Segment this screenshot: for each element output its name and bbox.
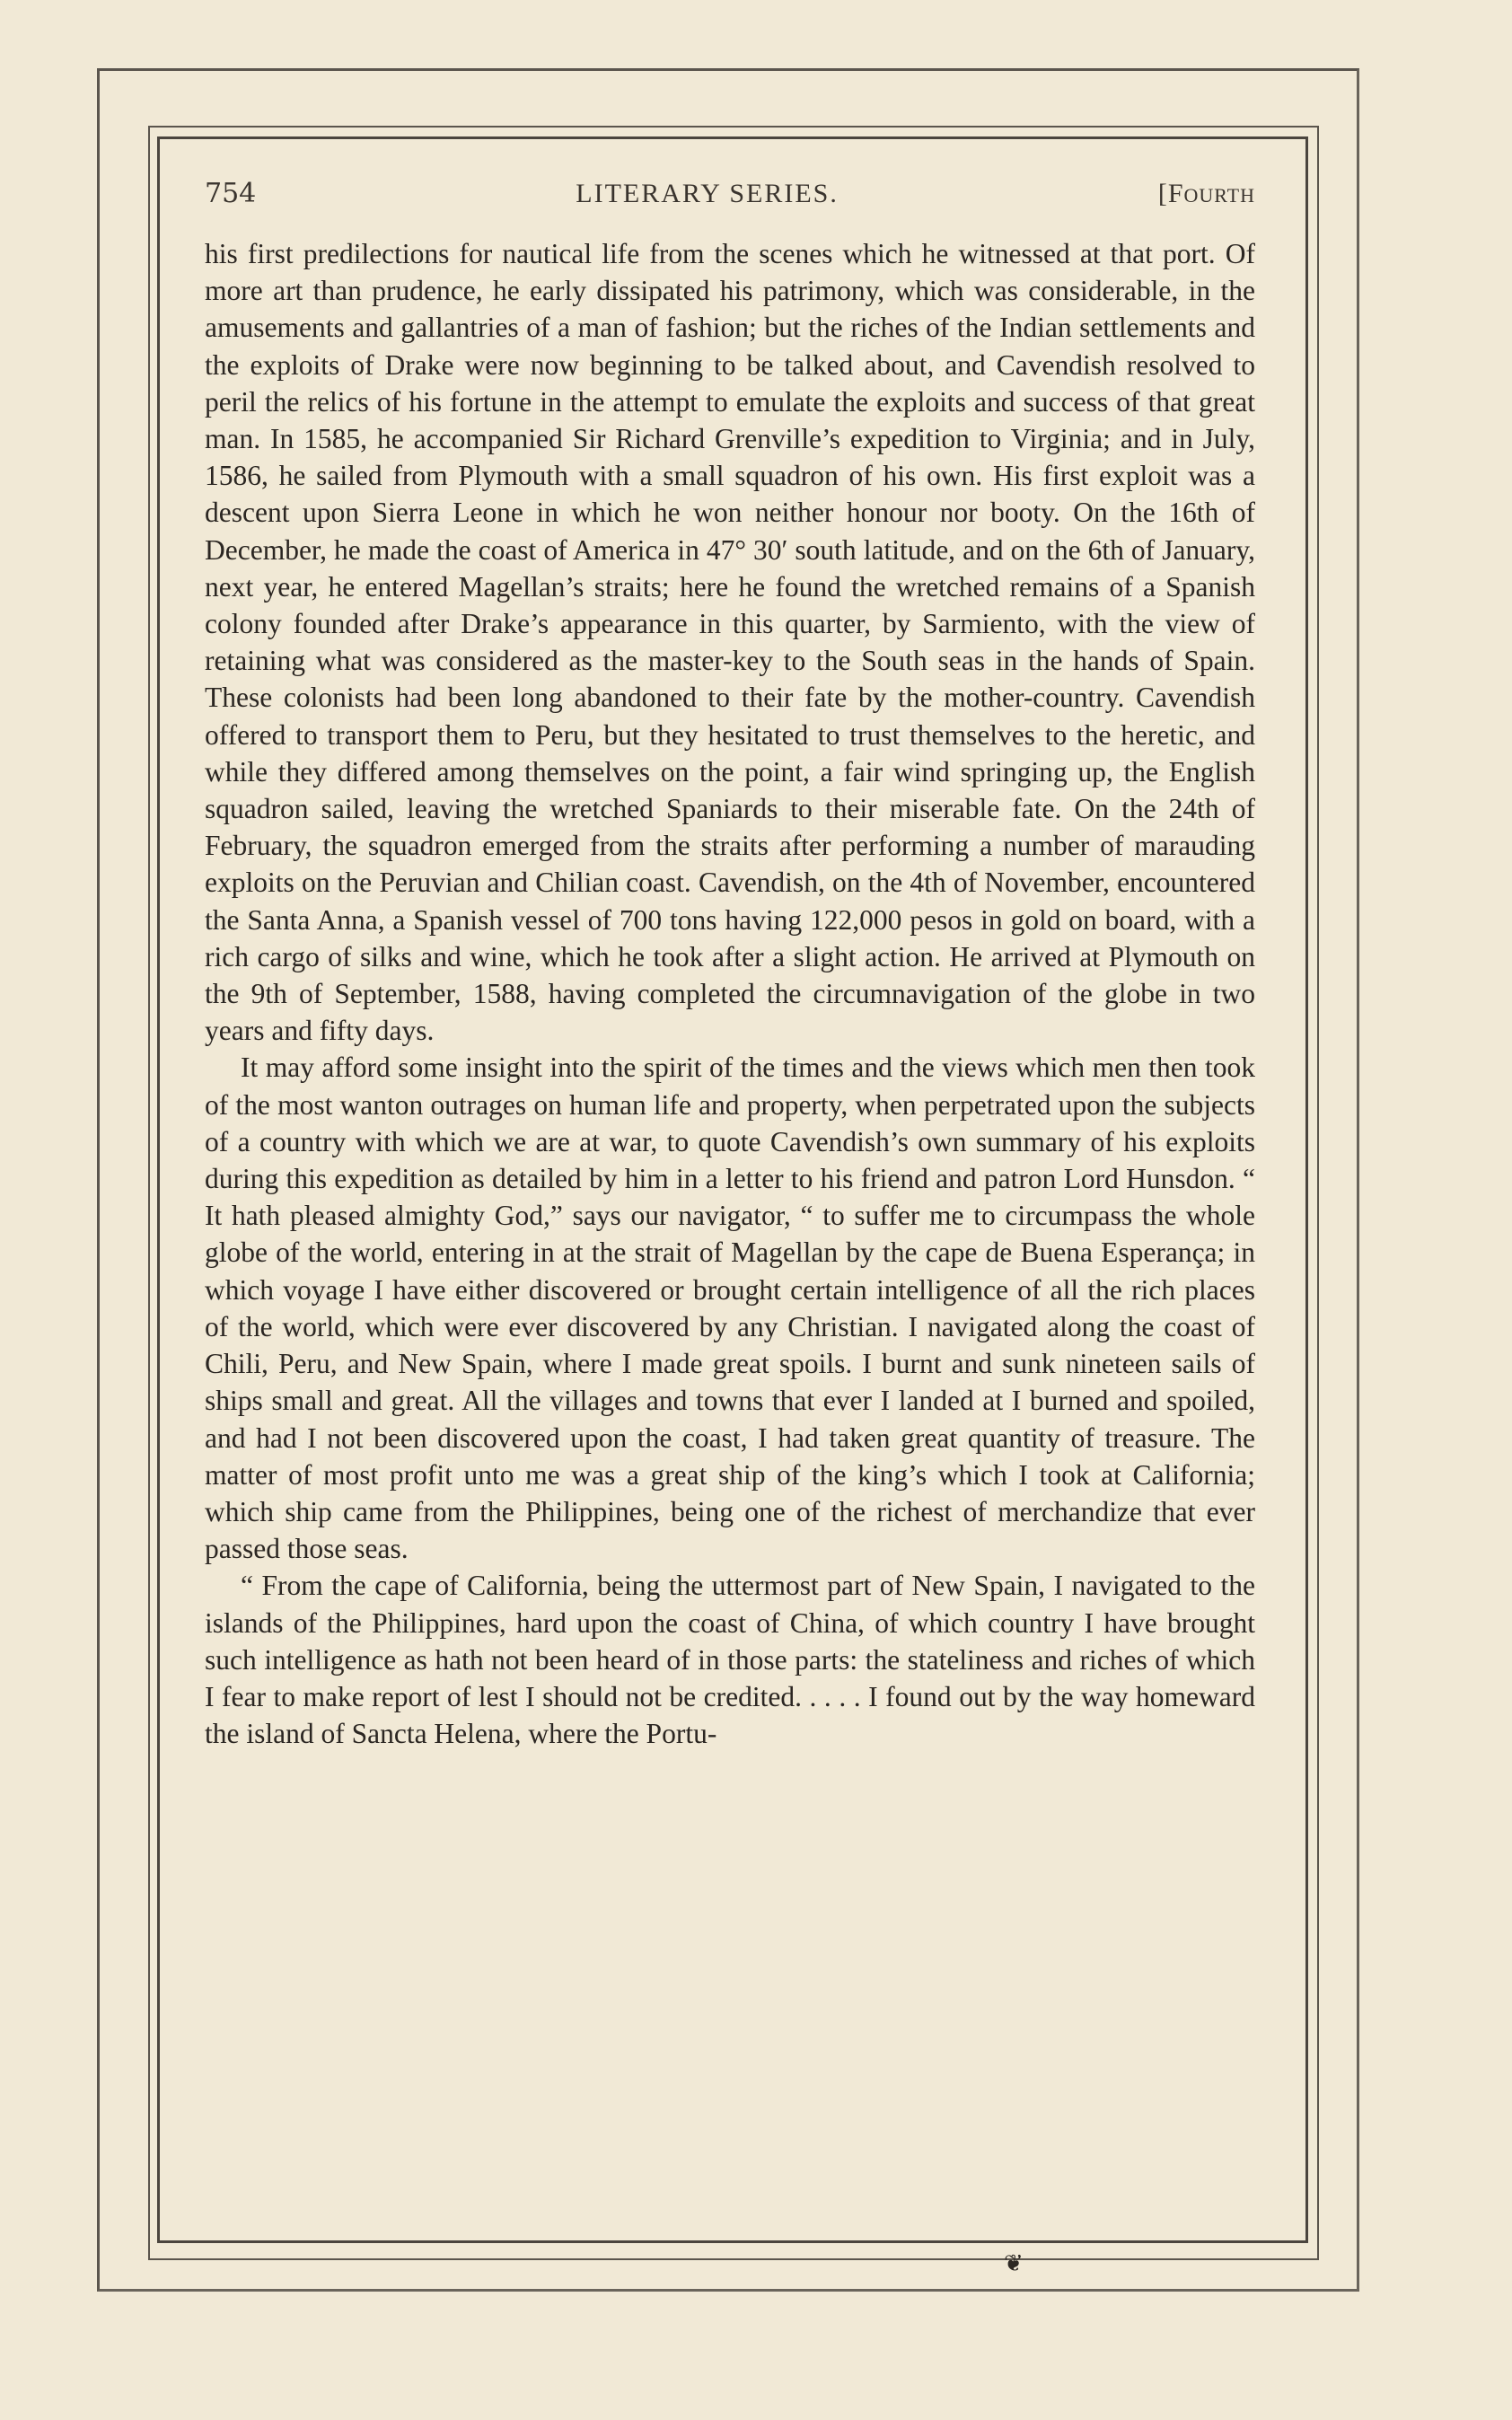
section-rest: OURTH bbox=[1183, 184, 1255, 207]
paragraph-3: “ From the cape of California, being the uttermost part of New Spain, I navigated to the islands of the Philippines, hard upon the coast of China, of which country I have brought such intelligence as hath not been heard of in those parts: the stateliness and riches of which I fear to make report of lest I should not be credited. . . . . I found out by the way homeward the island of Sancta Helena, where the Portu- bbox=[205, 1570, 1255, 1750]
body-text bbox=[205, 235, 1255, 1752]
paragraph-2: It may afford some insight into the spirit of the times and the views which men then took of the most wanton outrages on human life and property, when perpetrated upon the subjects of a country with which we are at war, to quote Cavendish’s own summary of his exploits during this expedition as detailed by him in a letter to his friend and patron Lord Hunsdon. “ It hath pleased almighty God,” says our navigator, “ to suffer me to circumpass the whole globe of the world, entering in at the strait of Magellan by the cape de Buena Esperança; in which voyage I have either discovered or brought certain intelligence of all the rich places of the world, which were ever discovered by any Christian. I navigated along the coast of Chili, Peru, and New Spain, where I made great spoils. I burnt and sunk nineteen sails of ships small and great. All the villages and towns that ever I landed at I burned and spoiled, and had I not been discovered upon the coast, I had taken great quantity of treasure. The matter of most profit unto me was a great ship of the king’s which I took at California; which ship came from the Philippines, being one of the richest of merchandize that ever passed those seas. bbox=[205, 1052, 1255, 1565]
footer-ornament-icon: ❦ bbox=[1004, 2250, 1024, 2277]
running-header bbox=[205, 178, 1255, 216]
page-content bbox=[205, 178, 1255, 1752]
page-number: 754 bbox=[205, 178, 257, 209]
section-initial: F bbox=[1167, 179, 1184, 208]
section-bracket: [ bbox=[1157, 179, 1168, 208]
running-title: LITERARY SERIES. bbox=[576, 179, 839, 208]
section-label bbox=[1158, 179, 1255, 209]
paragraph-1: his first predilections for nautical life from the scenes which he witnessed at that port. Of more art than prudence, he early dissipated his patrimony, which was considerable, in the amusements and gallantries of a man of fashion; but the riches of the Indian settlements and the exploits of Drake were now beginning to be talked about, and Cavendish resolved to peril the relics of his fortune in the attempt to emulate the exploits and success of that great man. In 1585, he accompanied Sir Richard Grenville’s expedition to Virginia; and in July, 1586, he sailed from Plymouth with a small squadron of his own. His first exploit was a descent upon Sierra Leone in which he won neither honour nor booty. On the 16th of December, he made the coast of America in 47° 30′ south latitude, and on the 6th of January, next year, he entered Magellan’s straits; here he found the wretched remains of a Spanish colony founded after Drake’s appearance in this quarter, by Sarmiento, with the view of retaining what was considered as the master-key to the South seas in the hands of Spain. These colonists had been long abandoned to their fate by the mother-country. Cavendish offered to transport them to Peru, but they hesitated to trust themselves to the heretic, and while they differed among themselves on the point, a fair wind springing up, the English squadron sailed, leaving the wretched Spaniards to their miserable fate. On the 24th of February, the squadron emerged from the straits after performing a number of marauding exploits on the Peruvian and Chilian coast. Cavendish, on the 4th of November, encountered the Santa Anna, a Spanish vessel of 700 tons having 122,000 pesos in gold on board, with a rich cargo of silks and wine, which he took after a slight action. He arrived at Plymouth on the 9th of September, 1588, having completed the circumnavigation of the globe in two years and fifty days. bbox=[205, 238, 1255, 1047]
